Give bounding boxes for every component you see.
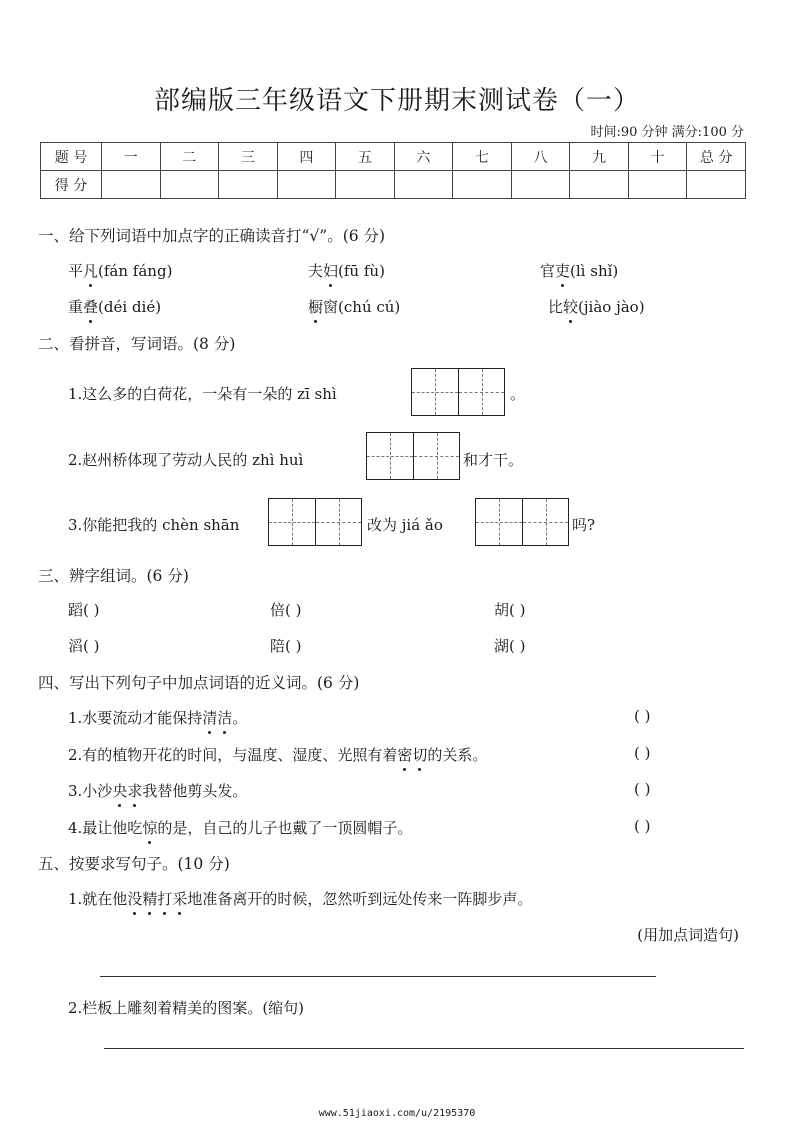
word-char: 官 [540, 262, 556, 280]
score-header-cell: 题 号 [41, 143, 102, 171]
word-group-item[interactable]: 胡( ) [494, 601, 526, 619]
score-value-row [41, 171, 746, 199]
word-char: 窗 [323, 298, 339, 316]
dotted-char: 橱 [308, 298, 324, 316]
synonym-question [68, 780, 247, 801]
writing-cell[interactable] [412, 369, 458, 415]
answer-blank[interactable]: ( ) [634, 780, 651, 798]
score-header-cell: 四 [277, 143, 336, 171]
dotted-char: 较 [563, 298, 579, 316]
score-input-cell[interactable] [277, 171, 336, 199]
writing-grid[interactable] [268, 498, 362, 546]
score-header-cell: 一 [102, 143, 161, 171]
score-header-cell: 七 [453, 143, 512, 171]
score-input-cell[interactable] [453, 171, 512, 199]
sentence-text: 1.就在他 [68, 890, 128, 908]
sentence-text: 地准备离开的时候，忽然听到远处传来一阵脚步声。 [187, 890, 533, 908]
word-group-item[interactable]: 陪( ) [270, 637, 302, 655]
dotted-char: 清 [202, 709, 218, 727]
question-2-1-end: 。 [510, 385, 526, 403]
writing-cell[interactable] [476, 499, 522, 545]
score-header-cell: 八 [511, 143, 570, 171]
question-2-2-text: 2.赵州桥体现了劳动人民的 zhì huì [68, 451, 304, 469]
score-header-row [41, 143, 746, 171]
page-title: 部编版三年级语文下册期末测试卷（一） [153, 86, 640, 116]
section-5-heading: 五、按要求写句子。(10 分) [38, 855, 230, 873]
score-table [40, 142, 746, 199]
score-header-cell: 九 [570, 143, 629, 171]
question-requirement: (用加点词造句) [637, 926, 739, 944]
dotted-char: 采 [172, 890, 188, 908]
word-group-item[interactable]: 滔( ) [68, 637, 100, 655]
score-input-cell[interactable] [160, 171, 219, 199]
answer-blank[interactable]: ( ) [634, 707, 651, 725]
sentence-text: 的关系。 [427, 746, 488, 764]
question-2-2-end: 和才干。 [463, 451, 524, 469]
dotted-char: 密 [397, 746, 413, 764]
score-input-cell[interactable] [102, 171, 161, 199]
sentence-text: 1.水要流动才能保持 [68, 709, 203, 727]
sentence-text: 4.最让他吃 [68, 819, 143, 837]
writing-cell[interactable] [315, 499, 361, 545]
word-group-item[interactable]: 湖( ) [494, 637, 526, 655]
pinyin-choice-item[interactable] [540, 260, 618, 281]
section-4-heading: 四、写出下列句子中加点词语的近义词。(6 分) [38, 674, 360, 692]
pinyin-choice-item[interactable] [308, 296, 400, 317]
pinyin-options: (déi dié) [98, 298, 162, 316]
pinyin-options: (jiào jào) [578, 298, 645, 316]
score-input-cell[interactable] [687, 171, 746, 199]
writing-cell[interactable] [522, 499, 568, 545]
dotted-char: 央 [112, 782, 128, 800]
question-2-1-text: 1.这么多的白荷花，一朵有一朵的 zī shì [68, 385, 337, 403]
watermark-url[interactable]: www.51jiaoxi.com/u/2195370 [318, 1108, 476, 1119]
writing-cell[interactable] [269, 499, 315, 545]
answer-line[interactable] [104, 1048, 744, 1049]
question-2-3-mid: 改为 jiá ǎo [367, 516, 443, 534]
sentence-text: 3.小沙 [68, 782, 113, 800]
dotted-char: 打 [157, 890, 173, 908]
dotted-char: 吏 [555, 262, 571, 280]
score-input-cell[interactable] [628, 171, 687, 199]
pinyin-choice-item[interactable] [308, 260, 385, 281]
word-char: 重 [68, 298, 84, 316]
dotted-char: 凡 [83, 262, 99, 280]
answer-blank[interactable]: ( ) [634, 817, 651, 835]
word-group-item[interactable]: 倍( ) [270, 601, 302, 619]
writing-cell[interactable] [413, 433, 459, 479]
score-input-cell[interactable] [336, 171, 395, 199]
pinyin-options: (fán fáng) [98, 262, 173, 280]
word-char: 比 [548, 298, 564, 316]
dotted-char: 精 [142, 890, 158, 908]
pinyin-choice-item[interactable] [68, 260, 172, 281]
dotted-char: 没 [127, 890, 143, 908]
pinyin-options: (lì shǐ) [570, 262, 619, 280]
score-header-cell: 十 [628, 143, 687, 171]
score-header-cell: 二 [160, 143, 219, 171]
writing-cell[interactable] [458, 369, 504, 415]
pinyin-options: (fū fù) [338, 262, 385, 280]
word-char: 夫 [308, 262, 324, 280]
score-header-cell: 总 分 [687, 143, 746, 171]
score-row-label: 得 分 [41, 171, 102, 199]
writing-grid[interactable] [475, 498, 569, 546]
section-2-heading: 二、看拼音，写词语。(8 分) [38, 335, 236, 353]
question-2-3-text: 3.你能把我的 chèn shān [68, 516, 240, 534]
score-input-cell[interactable] [219, 171, 278, 199]
score-input-cell[interactable] [394, 171, 453, 199]
word-char: 平 [68, 262, 84, 280]
pinyin-choice-item[interactable] [68, 296, 161, 317]
answer-line[interactable] [100, 976, 656, 977]
writing-grid[interactable] [411, 368, 505, 416]
pinyin-options: (chú cú) [338, 298, 401, 316]
question-2-3-end: 吗? [572, 516, 596, 534]
sentence-text: 2.有的植物开花的时间，与温度、湿度、光照有着 [68, 746, 398, 764]
dotted-char: 叠 [83, 298, 99, 316]
score-header-cell: 六 [394, 143, 453, 171]
dotted-char: 惊 [142, 819, 158, 837]
score-header-cell: 五 [336, 143, 395, 171]
dotted-char: 妇 [323, 262, 339, 280]
score-input-cell[interactable] [570, 171, 629, 199]
score-header-cell: 三 [219, 143, 278, 171]
answer-blank[interactable]: ( ) [634, 744, 651, 762]
word-group-item[interactable]: 蹈( ) [68, 601, 100, 619]
sentence-text: 我替他剪头发。 [142, 782, 248, 800]
exam-meta: 时间:90 分钟 满分:100 分 [590, 125, 744, 140]
synonym-question [68, 744, 487, 765]
writing-cell[interactable] [367, 433, 413, 479]
pinyin-choice-item[interactable] [548, 296, 645, 317]
rewrite-question-1 [68, 888, 532, 909]
score-input-cell[interactable] [511, 171, 570, 199]
synonym-question [68, 707, 247, 728]
section-3-heading: 三、辨字组词。(6 分) [38, 567, 189, 585]
synonym-question [68, 817, 412, 838]
section-1-heading: 一、给下列词语中加点字的正确读音打“√”。(6 分) [38, 227, 386, 245]
sentence-text: 。 [232, 709, 248, 727]
dotted-char: 求 [127, 782, 143, 800]
sentence-text: 的是，自己的儿子也戴了一顶圆帽子。 [157, 819, 413, 837]
rewrite-question-2: 2.栏板上雕刻着精美的图案。(缩句) [68, 999, 305, 1017]
dotted-char: 洁 [217, 709, 233, 727]
dotted-char: 切 [412, 746, 428, 764]
writing-grid[interactable] [366, 432, 460, 480]
